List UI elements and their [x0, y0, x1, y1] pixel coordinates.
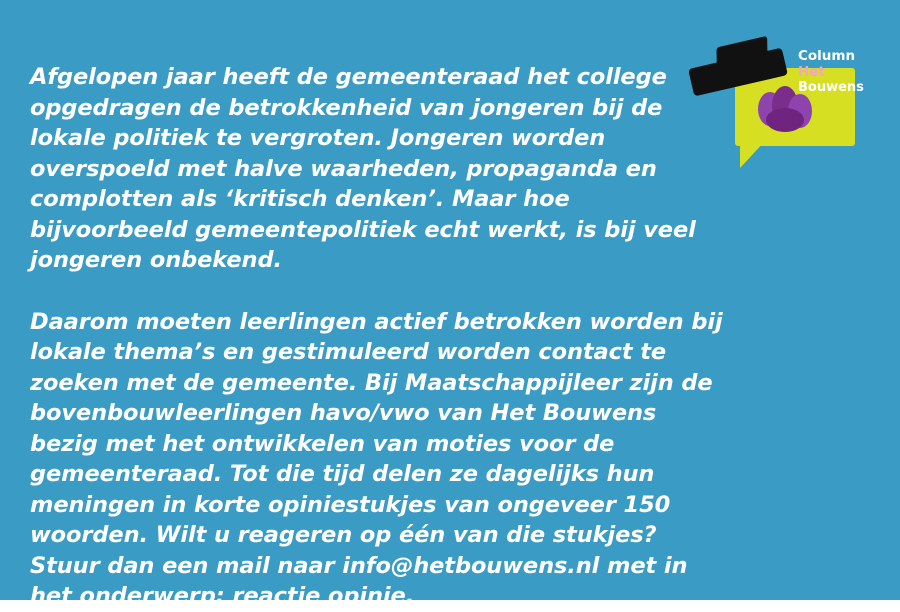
column-het-bouwens-logo [690, 30, 875, 175]
logo-line-column: Column [798, 48, 856, 64]
paragraph-1: Afgelopen jaar heeft de gemeenteraad het college opgedragen de betrokkenheid van jongeren bij de lokale politiek te vergroten. Jongeren worden overspoeld met halve waarheden, propaganda en complotten als ‘kritisch denken’. Maar hoe bijvoorbeeld gemeentepolitiek echt werkt, is bij veel jongeren onbekend. [30, 64, 696, 273]
brain-lobe-bottom [766, 108, 804, 132]
logo-wordmark [798, 48, 876, 96]
logo-line-bouwens: Bouwens [798, 80, 864, 95]
logo-line-het: Het [798, 64, 825, 80]
paragraph-2: Daarom moeten leerlingen actief betrokken worden bij lokale thema’s en gestimuleerd worden contact te zoeken met de gemeente. Bij Maatschappijleer zijn de bovenbouwleerlingen havo/vwo van Het Bouwens bezig met het ontwikkelen van moties voor de gemeenteraad. Tot die tijd delen ze dagelijks hun meningen in korte opiniestukjes van ongeveer 150 woorden. Wilt u reageren op één van die stukjes? Stuur dan een mail naar info@hetbouwens.nl met in het onderwerp: reactie opinie. [30, 308, 723, 609]
article-text-block [30, 62, 730, 612]
